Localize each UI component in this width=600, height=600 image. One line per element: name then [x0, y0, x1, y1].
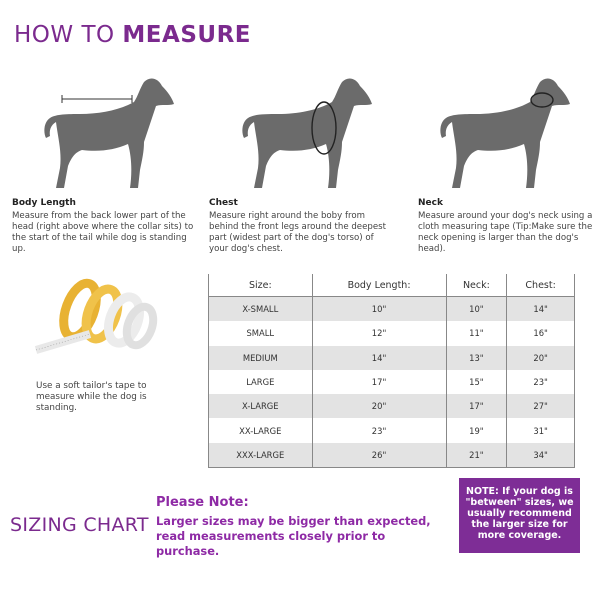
measure-heading: Chest: [209, 198, 238, 208]
cell-neck: 11": [446, 321, 507, 345]
cell-chest: 34": [507, 443, 575, 468]
cell-neck: 17": [446, 394, 507, 418]
table-row: [209, 394, 575, 418]
dog-icon: [40, 70, 180, 195]
cell-size: XXX-LARGE: [209, 443, 313, 468]
cell-chest: 27": [507, 394, 575, 418]
table-row: [209, 346, 575, 370]
table-row: [209, 443, 575, 468]
cell-chest: 14": [507, 297, 575, 322]
note-box: NOTE: If your dog is "between" sizes, we usually recommend the larger size for more coverage.: [459, 478, 580, 553]
title-part1: HOW TO: [14, 22, 123, 48]
cell-size: X-LARGE: [209, 394, 313, 418]
dog-body-length-illustration: [40, 70, 180, 195]
cell-chest: 31": [507, 418, 575, 442]
measure-heading: Neck: [418, 198, 443, 208]
size-table: [208, 274, 575, 468]
dog-icon: [436, 70, 576, 195]
col-header-size: Size:: [209, 274, 313, 297]
cell-neck: 19": [446, 418, 507, 442]
cell-body-length: 26": [312, 443, 446, 468]
title-part2: MEASURE: [122, 22, 251, 48]
cell-chest: 20": [507, 346, 575, 370]
measure-text: Measure around your dog's neck using a cloth measuring tape (Tip:Make sure the neck opening is larger than the dog's head).: [418, 211, 593, 254]
cell-size: SMALL: [209, 321, 313, 345]
cell-chest: 16": [507, 321, 575, 345]
sizing-chart-title: SIZING CHART: [10, 514, 149, 536]
dog-chest-illustration: [238, 70, 378, 195]
cell-size: MEDIUM: [209, 346, 313, 370]
cell-neck: 10": [446, 297, 507, 322]
cell-body-length: 12": [312, 321, 446, 345]
measure-neck: [418, 198, 600, 255]
table-row: [209, 418, 575, 442]
cell-neck: 21": [446, 443, 507, 468]
table-row: [209, 370, 575, 394]
cell-body-length: 23": [312, 418, 446, 442]
col-header-body-length: Body Length:: [312, 274, 446, 297]
page-title: [14, 22, 251, 48]
cell-size: X-SMALL: [209, 297, 313, 322]
cell-body-length: 17": [312, 370, 446, 394]
measure-chest: [209, 198, 394, 255]
cell-body-length: 14": [312, 346, 446, 370]
please-note: [156, 495, 451, 559]
table-header-row: [209, 274, 575, 297]
measuring-tape-illustration: [30, 272, 160, 362]
measure-body-length: [12, 198, 197, 255]
measure-text: Measure right around the boby from behind the front legs around the deepest part (widest part of the dog's torso) of your dog's chest.: [209, 211, 386, 254]
cell-chest: 23": [507, 370, 575, 394]
cell-body-length: 10": [312, 297, 446, 322]
measure-heading: Body Length: [12, 198, 76, 208]
cell-neck: 15": [446, 370, 507, 394]
please-note-text: Larger sizes may be bigger than expected, read measurements closely prior to purchase.: [156, 514, 431, 558]
dog-neck-illustration: [436, 70, 576, 195]
table-row: [209, 297, 575, 322]
col-header-neck: Neck:: [446, 274, 507, 297]
cell-size: XX-LARGE: [209, 418, 313, 442]
measuring-tape-icon: [30, 272, 160, 362]
please-note-heading: Please Note:: [156, 495, 249, 510]
tape-note: Use a soft tailor's tape to measure while the dog is standing.: [36, 381, 147, 413]
measure-text: Measure from the back lower part of the head (right above where the collar sits) to the start of the tail while dog is standing up.: [12, 211, 194, 254]
table-row: [209, 321, 575, 345]
dog-icon: [238, 70, 378, 195]
cell-neck: 13": [446, 346, 507, 370]
col-header-chest: Chest:: [507, 274, 575, 297]
cell-body-length: 20": [312, 394, 446, 418]
cell-size: LARGE: [209, 370, 313, 394]
